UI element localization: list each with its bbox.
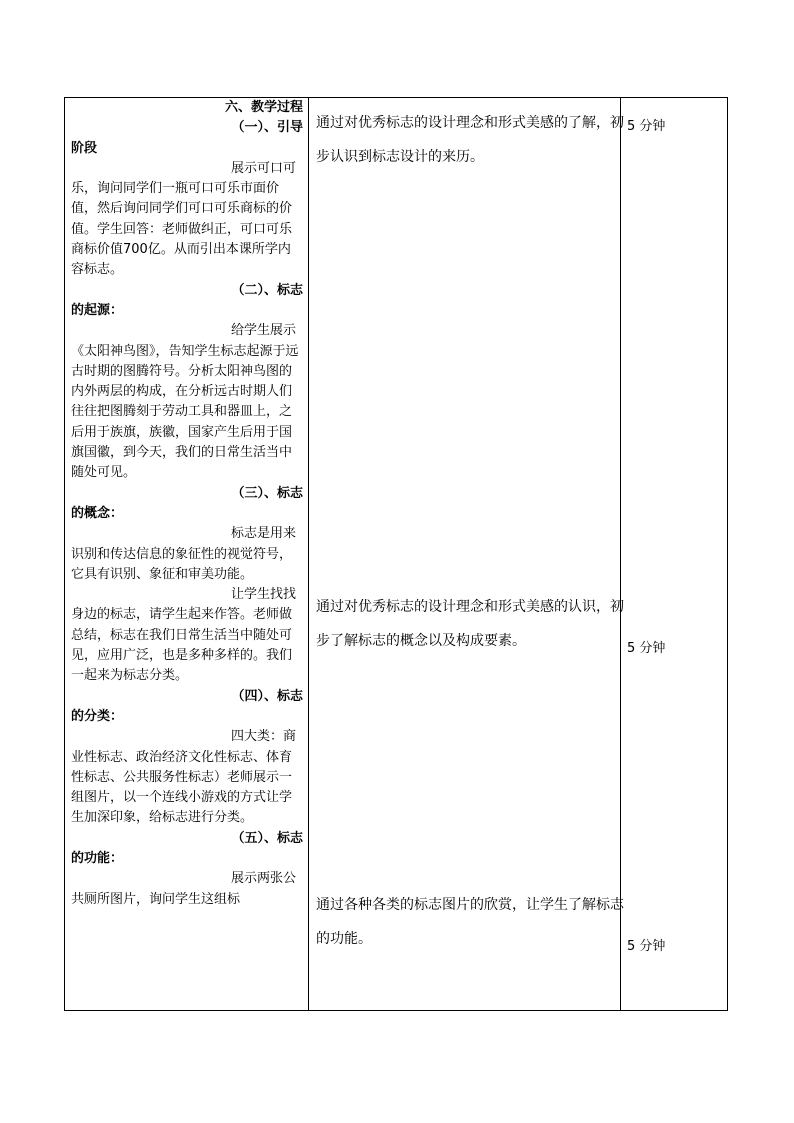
section-title-cont: 的起源：: [71, 302, 124, 318]
goal-text-3: [316, 888, 626, 956]
time-label: 5 分钟: [627, 939, 666, 954]
section-title: （一）、引导: [231, 120, 303, 136]
time-label: 5 分钟: [627, 119, 666, 134]
goal-paragraph: 通过对优秀标志的设计理念和形式美感的了解，初步认识到标志设计的来历。: [316, 115, 624, 165]
goal-text-1: [316, 106, 626, 174]
lesson-table: [64, 97, 728, 1011]
section-title-cont: 的概念：: [71, 505, 124, 521]
time-label: 5 分钟: [627, 641, 666, 656]
section-title: （二）、标志: [231, 282, 303, 298]
goal-paragraph: 通过对优秀标志的设计理念和形式美感的认识，初步了解标志的概念以及构成要素。: [316, 599, 624, 649]
goal-text-2: [316, 590, 626, 658]
section-title-cont: 阶段: [71, 140, 98, 156]
column-divider: [308, 98, 309, 1010]
section-body: 标志是用来识别和传达信息的象征性的视觉符号，它具有识别、象征和审美功能。: [71, 526, 297, 582]
process-heading: 六、教学过程: [224, 100, 303, 115]
teaching-process-cell: [71, 98, 303, 910]
section-body: 展示可口可乐，询问同学们一瓶可口可乐市面价值，然后询问同学们可口可乐商标的价值。学生回答：老师做纠正，可口可乐商标价值700亿。从而引出本课所学内容标志。: [71, 160, 297, 278]
section-title-cont: 的分类：: [71, 708, 124, 724]
section-body: 给学生展示《太阳神鸟图》，告知学生标志起源于远古时期的图腾符号。分析太阳神鸟图的内外两层的构成，在分析远古时期人们往往把图腾刻于劳动工具和器皿上，之后用于族旗，族徽，国家产生后用于国旗国徽，到今天，我们的日常生活当中随处可见。: [71, 323, 299, 481]
section-title: （三）、标志: [231, 485, 303, 501]
goal-paragraph: 通过各种各类的标志图片的欣赏，让学生了解标志的功能。: [316, 897, 624, 947]
section-body: 展示两张公共厕所图片，询问学生这组标: [71, 871, 297, 907]
column-divider: [620, 98, 621, 1010]
section-title: （五）、标志: [231, 830, 303, 846]
section-body: 四大类：商业性标志、政治经济文化性标志、体育性标志、公共服务性标志）老师展示一组图片，以一个连线小游戏的方式让学生加深印象，给标志进行分类。: [71, 729, 297, 826]
section-title-cont: 的功能：: [71, 850, 124, 866]
section-title: （四）、标志: [231, 688, 303, 704]
section-body: 让学生找找身边的标志，请学生起来作答。老师做总结，标志在我们日常生活当中随处可见，应用广泛，也是多种多样的。我们一起来为标志分类。: [71, 587, 297, 684]
